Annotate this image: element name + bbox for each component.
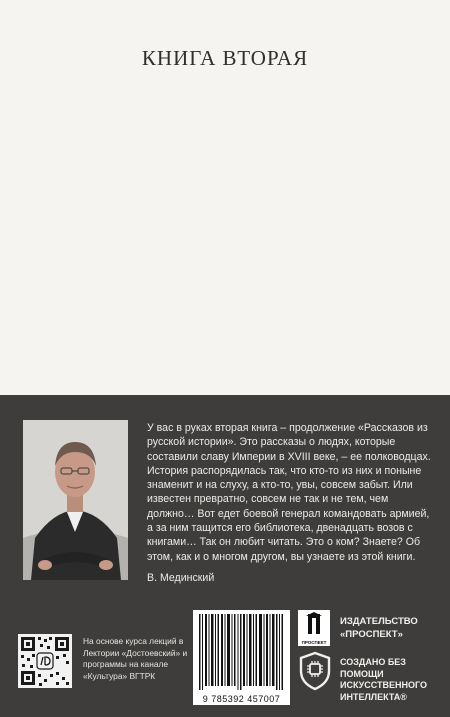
book-description: У вас в руках вторая книга – продолжение «Рассказов из русской истории». Это рассказы о людях, которые составили славу Империи в XVIII веке, – ее полководцах. История распорядилась так, что кто-то из них и поныне знаменит и на слуху, а кто-то, увы, совсем забыт. Или известен превратно, совсем не так и не тем, чем должно… Вот едет боевой генерал командовать армией, а за ним тащится его библиотека, двенадцать возов с книгами… Так он любит читать. Это о ком? Знаете? Об этом, как и о многом другом, вы узнаете из этой книги.: [147, 422, 431, 563]
book-label: КНИГА ВТОРАЯ: [141, 46, 309, 70]
author-photo: [23, 420, 128, 580]
publisher-line-2: «ПРОСПЕКТ»: [340, 628, 403, 640]
no-ai-notice: [340, 657, 450, 703]
publisher-line-1: ИЗДАТЕЛЬСТВО: [340, 616, 418, 627]
publisher-logo-name: ПРОСПЕКТ: [301, 640, 327, 645]
no-ai-line-2: ИСКУССТВЕННОГО: [340, 680, 428, 690]
no-ai-line-1: СОЗДАНО БЕЗ ПОМОЩИ: [340, 657, 406, 679]
author-signature: В. Мединский: [147, 572, 215, 584]
qr-code-icon: [18, 634, 72, 688]
publisher-logo: [298, 610, 330, 646]
isbn-number: 9 785392 457007: [202, 694, 281, 704]
course-info: На основе курса лекций в Лектории «Достоевский» и программы на канале «Культура» ВГТРК: [83, 636, 188, 681]
cover-info-panel: [0, 395, 450, 717]
no-ai-shield-icon: [298, 651, 332, 691]
publisher-name: [340, 616, 418, 641]
isbn-barcode: [193, 610, 290, 705]
no-ai-line-3: ИНТЕЛЛЕКТА®: [340, 691, 407, 702]
